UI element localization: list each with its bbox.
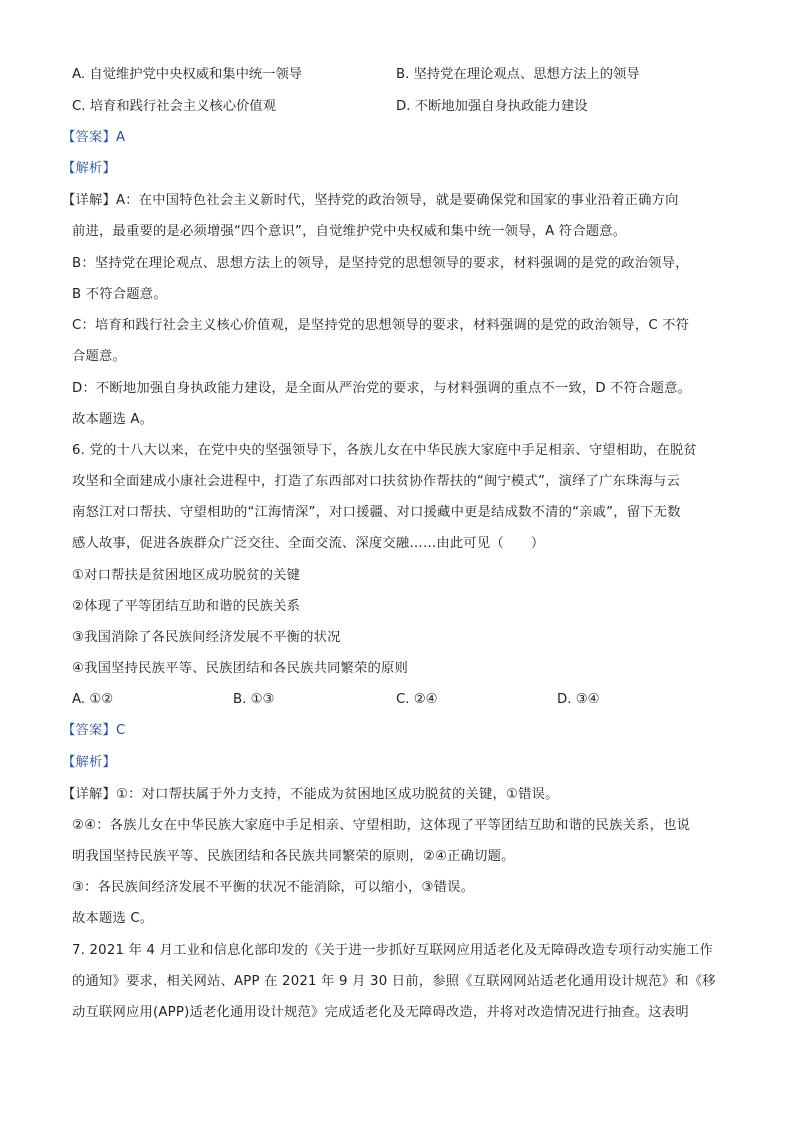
q5-detail-line: B 不符合题意。 (72, 287, 167, 302)
q6-detail-line: 明我国坚持民族平等、民族团结和各民族共同繁荣的原则，②④正确切题。 (72, 849, 515, 864)
q6-detail-line: ②④：各族儿女在中华民族大家庭中手足相亲、守望相助，这体现了平等团结互助和谐的民族关系，也说 (72, 818, 691, 833)
q5-detail-line: 合题意。 (72, 349, 126, 364)
q6-stem-line: 6. 党的十八大以来，在党中央的坚强领导下，各族儿女在中华民族大家庭中手足相亲、守望相助，在脱贫 (72, 443, 697, 458)
q5-detail-line: 【详解】A：在中国特色社会主义新时代，坚持党的政治领导，就是要确保党和国家的事业沿着正确方向 (62, 193, 679, 208)
q5-option-d: D. 不断地加强自身执政能力建设 (396, 99, 588, 114)
q5-detail-line: 故本题选 A。 (72, 412, 154, 427)
q6-statement: ①对口帮扶是贫困地区成功脱贫的关键 (72, 568, 301, 583)
q6-stem-line: 感人故事，促进各族群众广泛交往、全面交流、深度交融……由此可见（ ） (72, 536, 545, 551)
q5-analysis-label: 【解析】 (62, 161, 116, 176)
q5-detail-line: C：培育和践行社会主义核心价值观，是坚持党的思想领导的要求，材料强调的是党的政治领导，C 不符 (72, 318, 690, 333)
q7-stem-line: 的通知》要求，相关网站、APP 在 2021 年 9 月 30 日前，参照《互联网网站适老化通用设计规范》和《移 (72, 974, 716, 989)
q6-answer: 【答案】C (62, 723, 126, 738)
q6-analysis-label: 【解析】 (62, 755, 116, 770)
q6-statement: ②体现了平等团结互助和谐的民族关系 (72, 599, 301, 614)
q6-option-b: B. ①③ (233, 692, 275, 707)
q6-option-c: C. ②④ (396, 692, 438, 707)
q5-detail-line: D：不断地加强自身执政能力建设，是全面从严治党的要求，与材料强调的重点不一致，D 不符合题意。 (72, 381, 692, 396)
q7-stem-line: 7. 2021 年 4 月工业和信息化部印发的《关于进一步抓好互联网应用适老化及无障碍改造专项行动实施工作 (72, 943, 713, 958)
q6-stem-line: 南怒江对口帮扶、守望相助的“江海情深”，对口援疆、对口援藏中更是结成数不清的“亲戚”，留下无数 (72, 505, 681, 520)
q6-statement: ④我国坚持民族平等、民族团结和各民族共同繁荣的原则 (72, 661, 409, 676)
q6-option-d: D. ③④ (557, 692, 600, 707)
q6-statement: ③我国消除了各民族间经济发展不平衡的状况 (72, 630, 341, 645)
q5-option-c: C. 培育和践行社会主义核心价值观 (72, 99, 276, 114)
q6-detail-line: 【详解】①：对口帮扶属于外力支持，不能成为贫困地区成功脱贫的关键，①错误。 (62, 787, 559, 802)
q5-option-a: A. 自觉维护党中央权威和集中统一领导 (72, 67, 303, 82)
q6-detail-line: ③：各民族间经济发展不平衡的状况不能消除，可以缩小，③错误。 (72, 880, 475, 895)
q6-detail-line: 故本题选 C。 (72, 911, 154, 926)
q7-stem-line: 动互联网应用(APP)适老化通用设计规范》完成适老化及无障碍改造，并将对改造情况进行抽查。这表明 (72, 1005, 689, 1020)
q6-stem-line: 攻坚和全面建成小康社会进程中，打造了东西部对口扶贫协作帮扶的“闽宁模式”，演绎了广东珠海与云 (72, 474, 681, 489)
q6-option-a: A. ①② (72, 692, 114, 707)
q5-answer: 【答案】A (62, 130, 126, 145)
q5-detail-line: 前进，最重要的是必须增强“四个意识”，自觉维护党中央权威和集中统一领导，A 符合题意。 (72, 224, 627, 239)
q5-option-b: B. 坚持党在理论观点、思想方法上的领导 (396, 67, 640, 82)
q5-detail-line: B：坚持党在理论观点、思想方法上的领导，是坚持党的思想领导的要求，材料强调的是党的政治领导， (72, 256, 689, 271)
